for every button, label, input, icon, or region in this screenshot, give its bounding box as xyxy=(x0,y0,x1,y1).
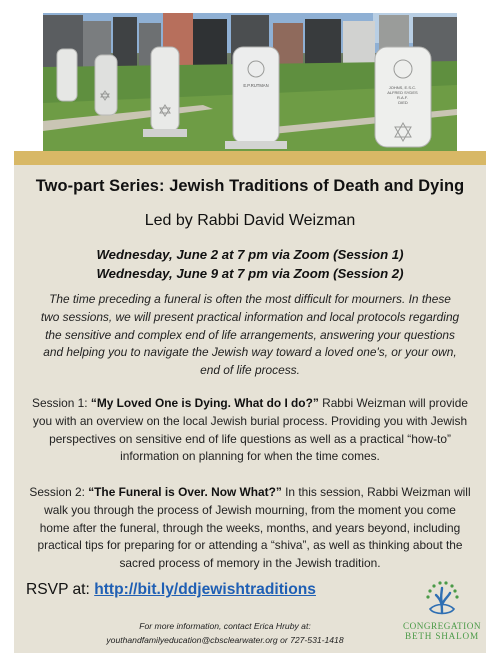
session-2-body: In this session, Rabbi Weizman will walk you through the process of Jewish mourning, from the moment you come home after the funeral, through the weeks, months, and years beyond, including practical tips for preparing for or attending a “shiva”, as well as thinking about the sacred process of memory in the Jewish tradition. xyxy=(37,485,471,571)
session-2-label: Session 2: xyxy=(29,485,89,499)
intro-paragraph: The time preceding a funeral is often the most difficult for mourners. In these two sessions, we will present practical information and local protocols regarding the sensitive and complex end of life arrangements, answering your questions and helping you to navigate the Jewish way toward a loved one's, or your own, end of life process. xyxy=(40,292,460,378)
rsvp-label: RSVP at: xyxy=(26,581,95,598)
session-date-2: Wednesday, June 9 at 7 pm via Zoom (Session 2) xyxy=(96,266,404,281)
session-1-label: Session 1: xyxy=(32,396,91,410)
headstone-text-a: E.P.RUTMAN xyxy=(243,83,269,88)
logo-line-2: BETH SHALOM xyxy=(405,631,479,641)
logo-line-1: CONGREGATION xyxy=(403,621,481,631)
session-1-description xyxy=(28,395,472,466)
session-2-description xyxy=(28,484,472,573)
session-2-heading: “The Funeral is Over. Now What?” xyxy=(88,485,282,499)
session-date-1: Wednesday, June 2 at 7 pm via Zoom (Session 1) xyxy=(96,247,404,262)
leader-line: Led by Rabbi David Weizman xyxy=(144,212,356,229)
cemetery-photo xyxy=(43,13,457,151)
tree-of-life-icon xyxy=(422,579,462,619)
session-dates xyxy=(14,245,486,283)
contact-line-1: For more information, contact Erica Hruby at: xyxy=(139,621,311,631)
headstone-text-b: JOHNS, E.S.C. ALFRED SYDES R.A.F. DIED xyxy=(387,85,418,105)
congregation-logo xyxy=(398,579,486,641)
contact-line-2: youthandfamilyeducation@cbsclearwater.org or 727-531-1418 xyxy=(106,635,344,645)
cemetery-illustration xyxy=(43,13,457,151)
rsvp-link[interactable]: http://bit.ly/ddjewishtraditions xyxy=(94,581,316,598)
content-panel xyxy=(14,165,486,653)
contact-info xyxy=(60,619,390,647)
page-title: Two-part Series: Jewish Traditions of Death and Dying xyxy=(35,177,465,195)
session-1-heading: “My Loved One is Dying. What do I do?” xyxy=(90,396,319,410)
rsvp-line xyxy=(26,581,316,599)
session-1-body: Rabbi Weizman will provide you with an overview on the local Jewish burial process. Providing you with Jewish perspectives on sensitive end of life questions as well as a practical “how-to” information on planning for when the time comes. xyxy=(32,396,468,464)
gold-divider xyxy=(14,151,486,165)
